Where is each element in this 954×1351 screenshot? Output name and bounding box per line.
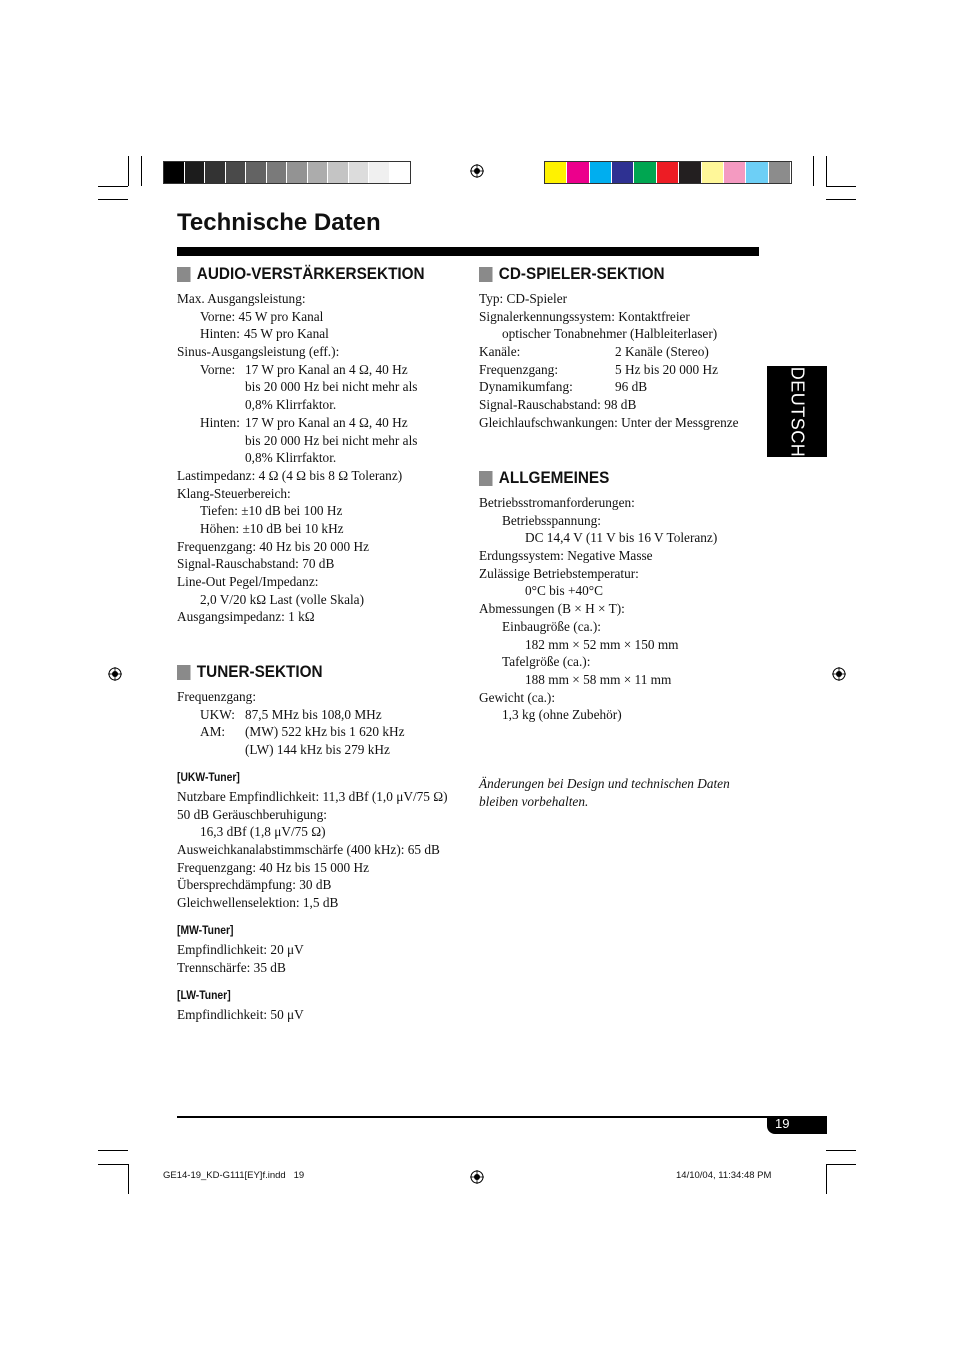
spec-line: bis 20 000 Hz bei nicht mehr als [245,379,418,395]
spec-value: 5 Hz bis 20 000 Hz [615,361,719,377]
spec-line: optischer Tonabnehmer (Halbleiterlaser) [502,326,718,342]
spec-line: 16,3 dBf (1,8 μV/75 Ω) [200,824,326,840]
spec-line [479,361,739,379]
spec-line [177,723,405,741]
spec-value: 2 Kanäle (Stereo) [615,344,709,360]
lw-tuner-subheading: [LW-Tuner] [177,990,231,1002]
crop-mark [826,186,856,187]
language-tab [767,366,827,457]
general-heading-text: ALLGEMEINES [498,468,610,487]
spec-line: Einbaugröße (ca.): [502,618,601,634]
color-swatch [679,162,701,183]
crop-mark [826,199,856,200]
tuner-section-heading [177,662,323,682]
color-swatch [702,162,724,183]
spec-line: Klang-Steuerbereich: [177,485,291,501]
spec-key: Frequenzgang: [479,361,559,377]
disclaimer-note [479,775,730,811]
color-swatch [657,162,679,183]
spec-line: DC 14,4 V (11 V bis 16 V Toleranz) [525,530,718,546]
spec-line: 0,8% Klirrfaktor. [245,397,337,413]
spec-line: 0°C bis +40°C [525,583,603,599]
spec-line: Empfindlichkeit: 50 μV [177,1007,304,1022]
general-section-heading [479,468,609,488]
section-square-icon [479,267,493,282]
crop-mark [826,1150,856,1151]
audio-section-heading [177,264,425,284]
spec-line: Typ: CD-Spieler [479,291,568,306]
spec-line [479,343,739,361]
color-swatch [328,162,349,183]
cd-heading-text: CD-SPIELER-SEKTION [498,264,665,283]
spec-line: Frequenzgang: 40 Hz bis 20 000 Hz [177,538,370,554]
spec-value: (MW) 522 kHz bis 1 620 kHz [245,724,405,740]
registration-mark-icon [470,164,484,178]
spec-line: Vorne: 45 W pro Kanal [200,308,324,324]
color-swatch [267,162,288,183]
spec-line: 182 mm × 52 mm × 150 mm [525,636,679,652]
spec-key: Hinten: [200,326,240,342]
audio-specs [177,290,417,626]
spec-line: Zulässige Betriebstemperatur: [479,565,639,581]
registration-mark-icon [108,667,122,681]
spec-value: 17 W pro Kanal an 4 Ω, 40 Hz [245,361,408,377]
crop-mark [98,199,128,200]
spec-key: AM: [200,724,226,740]
spec-line: Betriebsspannung: [502,512,601,528]
spec-line: 0,8% Klirrfaktor. [245,450,337,466]
crop-mark [826,1164,856,1165]
spec-line: bis 20 000 Hz bei nicht mehr als [245,432,418,448]
section-square-icon [177,267,191,282]
cd-specs [479,290,739,432]
general-specs [479,494,717,724]
color-swatch [634,162,656,183]
spec-value: 96 dB [615,379,648,395]
spec-line: 50 dB Geräuschberuhigung: [177,806,327,822]
spec-line: Betriebsstromanforderungen: [479,495,635,510]
spec-line: Tiefen: ±10 dB bei 100 Hz [200,503,343,519]
page-number: 19 [775,1116,790,1131]
spec-line: Ausgangsimpedanz: 1 kΩ [177,609,315,625]
spec-line: Gewicht (ca.): [479,689,556,705]
crop-mark [128,156,129,186]
spec-line: Trennschärfe: 35 dB [177,959,286,975]
page-title: Technische Daten [177,209,381,236]
spec-line: 1,3 kg (ohne Zubehör) [502,707,622,723]
note-line: Änderungen bei Design und technischen Daten [479,776,730,791]
tuner-heading-text: TUNER-SEKTION [196,662,323,681]
ukw-tuner-specs [177,788,448,912]
color-swatch [349,162,370,183]
spec-line: Empfindlichkeit: 20 μV [177,942,304,957]
crop-mark [141,156,142,186]
crop-mark [128,1164,129,1194]
spec-line [177,325,417,343]
spec-line: Lastimpedanz: 4 Ω (4 Ω bis 8 Ω Toleranz) [177,467,403,483]
color-swatch-bar [544,161,792,184]
spec-line: Signal-Rauschabstand: 70 dB [177,556,335,572]
color-swatch [545,162,567,183]
spec-line: (LW) 144 kHz bis 279 kHz [245,742,390,758]
crop-mark [98,1150,128,1151]
section-square-icon [177,665,191,680]
spec-line: Abmessungen (B × H × T): [479,601,625,617]
spec-key: Vorne: [200,361,236,377]
color-swatch [390,162,411,183]
spec-line: Höhen: ±10 dB bei 10 kHz [200,520,344,536]
mw-tuner-subheading: [MW-Tuner] [177,925,234,937]
spec-line: Erdungssystem: Negative Masse [479,548,653,564]
footer-rule [177,1116,827,1118]
color-swatch [369,162,390,183]
registration-mark-icon [832,667,846,681]
spec-line: Line-Out Pegel/Impedanz: [177,574,319,589]
spec-line: Frequenzgang: 40 Hz bis 15 000 Hz [177,859,370,875]
audio-heading-text: AUDIO-VERSTÄRKERSEKTION [196,264,425,283]
note-line: bleiben vorbehalten. [479,794,589,809]
color-swatch [308,162,329,183]
color-swatch [205,162,226,183]
spec-key: Kanäle: [479,344,521,360]
slug-timestamp: 14/10/04, 11:34:48 PM [676,1170,772,1181]
spec-line [177,414,417,432]
title-rule [177,247,759,256]
spec-line: 2,0 V/20 kΩ Last (volle Skala) [200,591,365,607]
color-swatch [769,162,791,183]
color-swatch [185,162,206,183]
spec-line: Übersprechdämpfung: 30 dB [177,877,332,893]
slug-filename: GE14-19_KD-G111[EY]f.indd 19 [163,1170,305,1181]
crop-mark [813,156,814,186]
spec-line: Ausweichkanalabstimmschärfe (400 kHz): 65 dB [177,842,440,858]
registration-mark-icon [470,1170,484,1184]
color-swatch [590,162,612,183]
spec-line: Tafelgröße (ca.): [502,654,591,670]
spec-line: 188 mm × 58 mm × 11 mm [525,671,672,687]
spec-key: UKW: [200,706,235,722]
spec-line: Sinus-Ausgangsleistung (eff.): [177,344,340,360]
spec-key: Hinten: [200,414,240,430]
spec-line: Nutzbare Empfindlichkeit: 11,3 dBf (1,0 μV/75 Ω) [177,789,448,804]
color-swatch [612,162,634,183]
color-swatch [164,162,185,183]
ukw-tuner-subheading: [UKW-Tuner] [177,772,240,784]
gray-swatch-bar [163,161,411,184]
spec-line: Signalerkennungssystem: Kontaktfreier [479,308,690,324]
spec-value: 87,5 MHz bis 108,0 MHz [245,706,382,722]
color-swatch [226,162,247,183]
spec-line: Gleichlaufschwankungen: Unter der Messgrenze [479,414,739,430]
color-swatch [746,162,768,183]
color-swatch [246,162,267,183]
tuner-specs [177,688,405,759]
spec-line [177,361,417,379]
section-square-icon [479,471,493,486]
crop-mark [98,186,128,187]
spec-line [479,378,739,396]
page-number-box [767,1117,827,1134]
spec-line: Gleichwellenselektion: 1,5 dB [177,895,339,911]
spec-value: 45 W pro Kanal [244,326,329,342]
spec-line: Max. Ausgangsleistung: [177,291,306,306]
crop-mark [826,1164,827,1194]
color-swatch [567,162,589,183]
crop-mark [98,1164,128,1165]
language-tab-label: DEUTSCH [787,366,808,457]
color-swatch [287,162,308,183]
color-swatch [724,162,746,183]
spec-key: Dynamikumfang: [479,379,573,395]
spec-line: Signal-Rauschabstand: 98 dB [479,397,637,413]
mw-tuner-specs [177,941,304,976]
crop-mark [826,156,827,186]
spec-line: Frequenzgang: [177,689,257,704]
cd-section-heading [479,264,665,284]
spec-value: 17 W pro Kanal an 4 Ω, 40 Hz [245,414,408,430]
lw-tuner-specs [177,1006,304,1024]
spec-line [177,706,405,724]
